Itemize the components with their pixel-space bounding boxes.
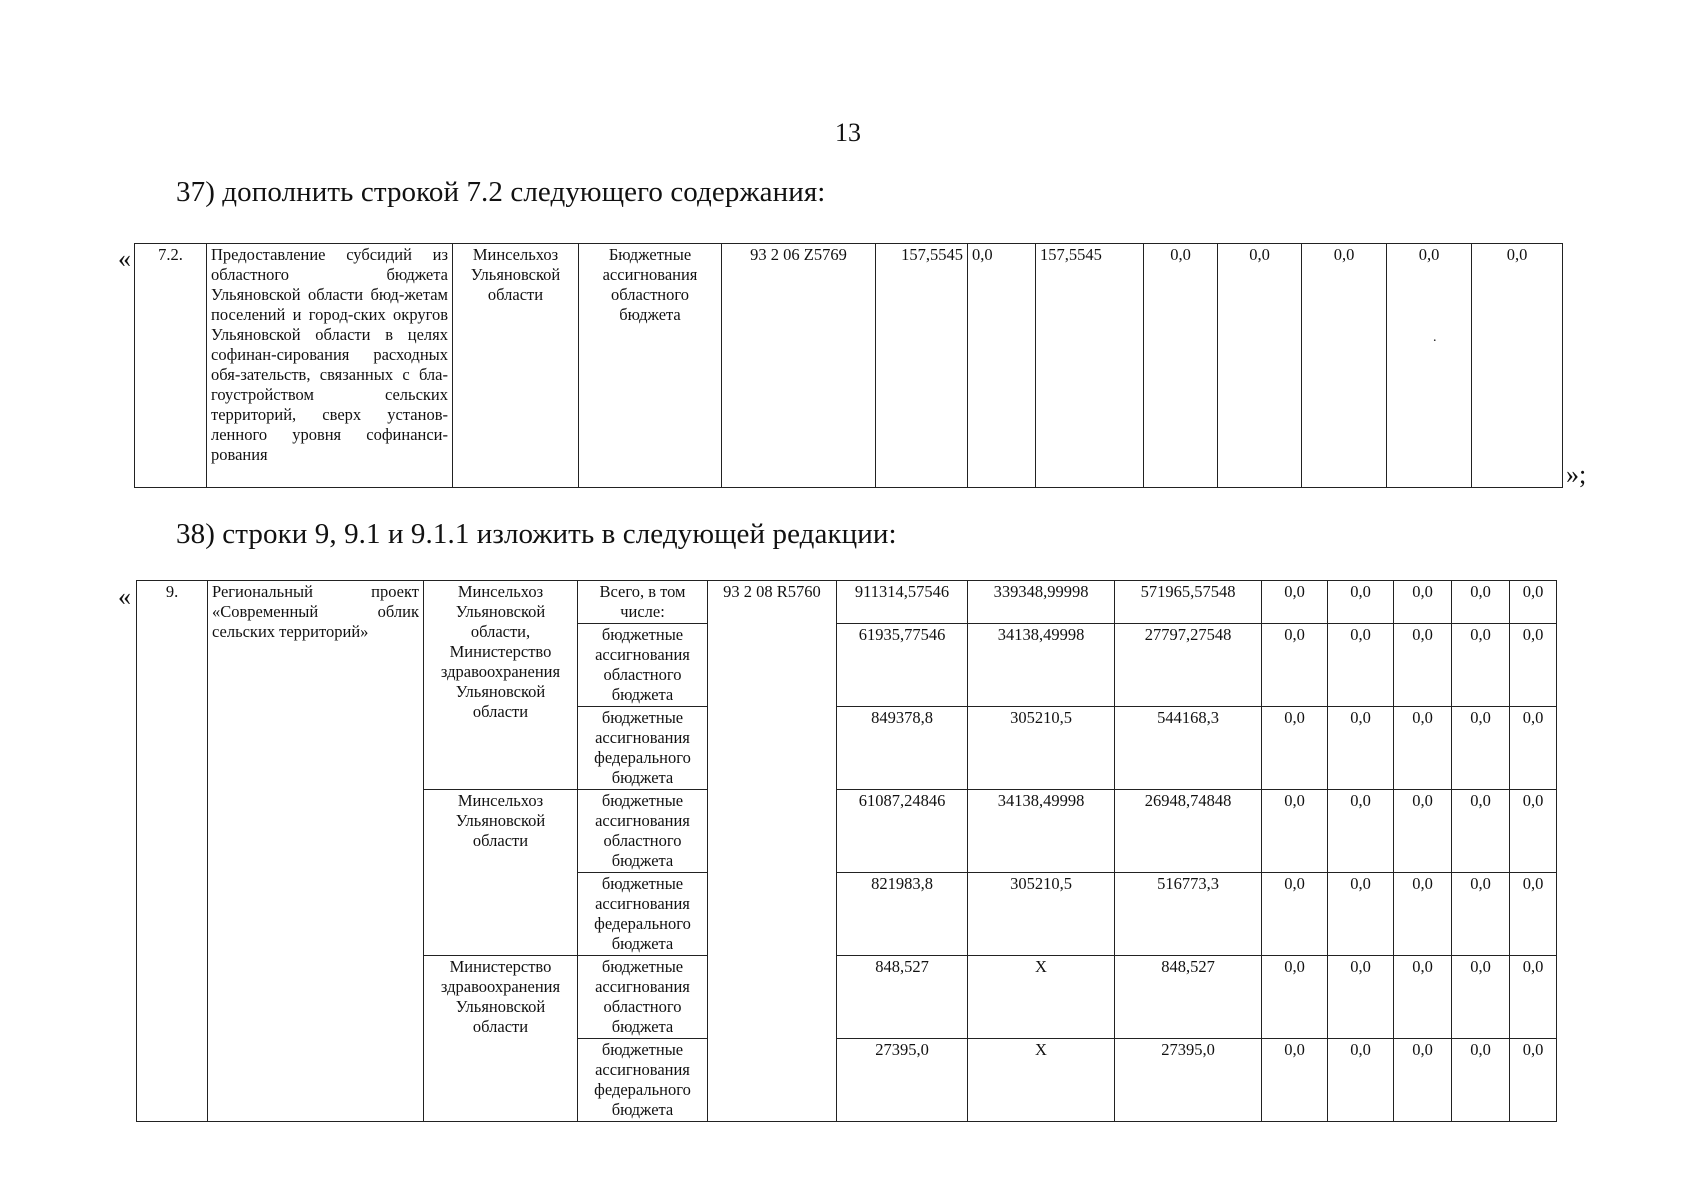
value-total: 821983,8	[837, 873, 968, 956]
table-row-7-2	[134, 243, 1563, 488]
stray-dot: .	[1433, 330, 1437, 345]
value-col-5: 0,0	[1328, 581, 1394, 624]
value-col-2: 34138,49998	[968, 790, 1115, 873]
value-col-4: 0,0	[1262, 956, 1328, 1039]
value-total: 61087,24846	[837, 790, 968, 873]
value-col-8: 0,0	[1510, 790, 1557, 873]
table-row	[137, 581, 1557, 624]
value-col-6: 0,0	[1394, 624, 1452, 707]
value-col-8: 0,0	[1510, 956, 1557, 1039]
value-col-3: 544168,3	[1115, 707, 1262, 790]
heading-37: 37) дополнить строкой 7.2 следующего содержания:	[176, 176, 826, 208]
row-number: 7.2.	[135, 244, 207, 488]
heading-38: 38) строки 9, 9.1 и 9.1.1 изложить в следующей редакции:	[176, 518, 897, 550]
value-col-8: 0,0	[1510, 707, 1557, 790]
value-col-3: 27395,0	[1115, 1039, 1262, 1122]
value-col-8: 0,0	[1510, 873, 1557, 956]
value-col-6: 0,0	[1394, 873, 1452, 956]
value-col-6: 0,0	[1394, 1039, 1452, 1122]
value-col-3: 26948,74848	[1115, 790, 1262, 873]
value-col-6: 0,0	[1394, 956, 1452, 1039]
value-total: 911314,57546	[837, 581, 968, 624]
table-rows-9	[136, 580, 1557, 1122]
value-col-8: 0,0	[1510, 624, 1557, 707]
value-total: 27395,0	[837, 1039, 968, 1122]
value-col-5: 0,0	[1328, 873, 1394, 956]
value-col-2: X	[968, 1039, 1115, 1122]
value-col-4: 0,0	[1262, 790, 1328, 873]
value-total: 61935,77546	[837, 624, 968, 707]
value-col-7: 0,0	[1452, 790, 1510, 873]
value-col-7: 0,0	[1452, 624, 1510, 707]
value-col-2: 305210,5	[968, 707, 1115, 790]
value-col-5: 0,0	[1328, 790, 1394, 873]
value-total: 849378,8	[837, 707, 968, 790]
value-col-6: 0,0	[1394, 581, 1452, 624]
value-col-4: 0,0	[1262, 1039, 1328, 1122]
page-number: 13	[835, 118, 861, 147]
value-col-3: 516773,3	[1115, 873, 1262, 956]
executor-all: Минсельхоз Ульяновской области, Министерство здравоохранения Ульяновской области	[424, 581, 578, 790]
value-col-8: 0,0	[1510, 1039, 1557, 1122]
open-quote-37: «	[118, 244, 131, 273]
funding-source: бюджетные ассигнования областного бюджета	[578, 790, 708, 873]
value-col-7: 0,0	[1452, 956, 1510, 1039]
value-col-7: 0,0	[1452, 1039, 1510, 1122]
value-col-2: 305210,5	[968, 873, 1115, 956]
funding-source: бюджетные ассигнования федерального бюджета	[578, 1039, 708, 1122]
row-budget-code: 93 2 06 Z5769	[722, 244, 876, 488]
funding-source: бюджетные ассигнования федерального бюджета	[578, 873, 708, 956]
value-col-7: 0,0	[1387, 244, 1472, 488]
value-col-8: 0,0	[1472, 244, 1563, 488]
funding-source: бюджетные ассигнования федерального бюджета	[578, 707, 708, 790]
table-row	[135, 244, 1563, 488]
value-col-7: 0,0	[1452, 707, 1510, 790]
value-col-3: 848,527	[1115, 956, 1262, 1039]
funding-source: Всего, в том числе:	[578, 581, 708, 624]
funding-source: бюджетные ассигнования областного бюджета	[578, 624, 708, 707]
value-col-6: 0,0	[1394, 707, 1452, 790]
row-funding-source: Бюджетные ассигнования областного бюджета	[579, 244, 722, 488]
value-col-5: 0,0	[1328, 956, 1394, 1039]
value-col-7: 0,0	[1452, 581, 1510, 624]
executor-minzdrav: Министерство здравоохранения Ульяновской области	[424, 956, 578, 1122]
value-col-4: 0,0	[1262, 873, 1328, 956]
value-col-8: 0,0	[1510, 581, 1557, 624]
row-name: Предоставление субсидий из областного бюджета Ульяновской области бюд-жетам поселений и город-ских округов Ульяновской области в целях софинан-сирования расходных обя-зательств, связанных с бла-гоустройством сельских территорий, сверх установ-ленного уровня софинанси-рования	[207, 244, 453, 488]
value-col-2: 34138,49998	[968, 624, 1115, 707]
value-col-3: 27797,27548	[1115, 624, 1262, 707]
value-col-7: 0,0	[1452, 873, 1510, 956]
value-col-5: 0,0	[1328, 1039, 1394, 1122]
value-total: 848,527	[837, 956, 968, 1039]
executor-minselkhoz: Минсельхоз Ульяновской области	[424, 790, 578, 956]
open-quote-38: «	[118, 582, 131, 611]
value-col-5: 0,0	[1218, 244, 1302, 488]
row-executor: Минсельхоз Ульяновской области	[453, 244, 579, 488]
value-col-2: X	[968, 956, 1115, 1039]
value-col-3: 571965,57548	[1115, 581, 1262, 624]
value-col-4: 0,0	[1144, 244, 1218, 488]
row-name: Региональный проект «Современный облик сельских территорий»	[208, 581, 424, 1122]
value-col-2: 0,0	[968, 244, 1036, 488]
row-number: 9.	[137, 581, 208, 1122]
budget-code: 93 2 08 R5760	[708, 581, 837, 1122]
value-col-6: 0,0	[1394, 790, 1452, 873]
funding-source: бюджетные ассигнования областного бюджета	[578, 956, 708, 1039]
value-col-5: 0,0	[1328, 707, 1394, 790]
value-col-2: 339348,99998	[968, 581, 1115, 624]
value-col-6: 0,0	[1302, 244, 1387, 488]
value-col-4: 0,0	[1262, 707, 1328, 790]
value-total: 157,5545	[876, 244, 968, 488]
value-col-5: 0,0	[1328, 624, 1394, 707]
value-col-4: 0,0	[1262, 581, 1328, 624]
value-col-3: 157,5545	[1036, 244, 1144, 488]
value-col-4: 0,0	[1262, 624, 1328, 707]
close-quote-37: »;	[1566, 460, 1587, 489]
